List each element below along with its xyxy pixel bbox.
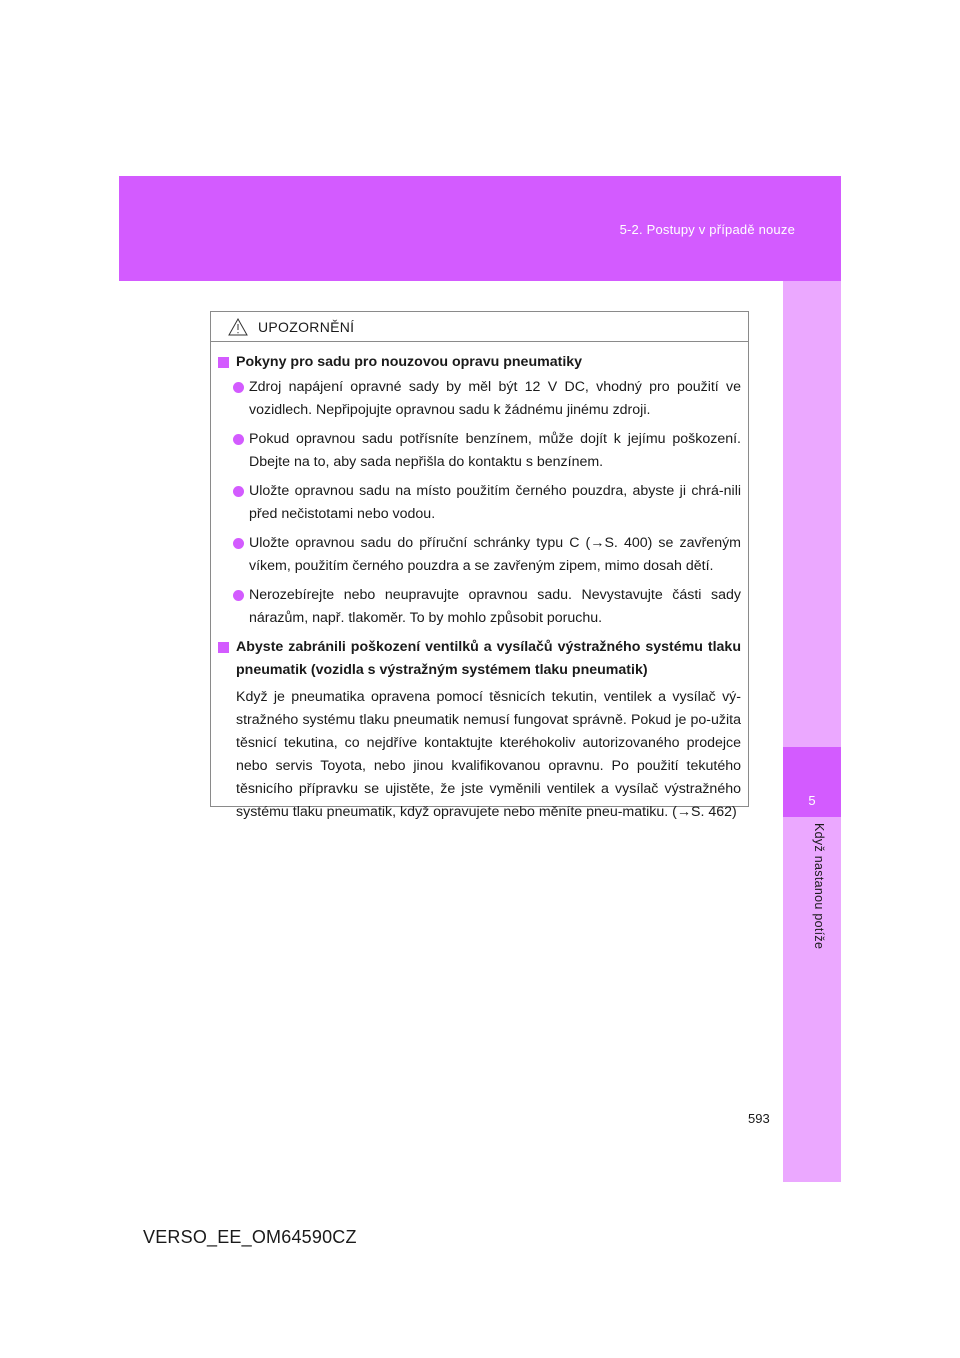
- round-bullet-icon: [233, 538, 244, 549]
- list-item: Zdroj napájení opravné sady by měl být 12 V DC, vhodný pro použití ve vozidlech. Nepřipojujte opravnou sadu k žádnému jinému zdroji.: [217, 376, 741, 422]
- caution-title: UPOZORNĚNÍ: [258, 318, 355, 335]
- document-code: VERSO_EE_OM64590CZ: [143, 1227, 357, 1247]
- round-bullet-icon: [233, 434, 244, 445]
- caution-body: [211, 342, 748, 824]
- chapter-label: Když nastanou potíže: [812, 823, 826, 950]
- caution-header: [211, 312, 748, 342]
- round-bullet-icon: [233, 590, 244, 601]
- header-band: [119, 176, 841, 281]
- section-heading-repair-kit: Pokyny pro sadu pro nouzovou opravu pneumatiky: [217, 351, 741, 374]
- tpws-paragraph: Když je pneumatika opravena pomocí těsnicích tekutin, ventilek a vysílač vý-stražného systému tlaku pneumatik nemusí fungovat správně. Pokud je po-užita těsnicí tekutina, co nejdříve kontaktujte kteréhokoliv autorizovaného prodejce nebo servis Toyota, nebo jinou kvalifikovanou opravnu. Po použití tekutého těsnicího přípravku se ujistěte, že jste vyměnili ventilek a vysílač výstražného systému tlaku pneumatik, když opravujete nebo měníte pneu-matiku. (→S. 462): [236, 689, 741, 820]
- caution-box: [210, 311, 749, 820]
- list-item: Uložte opravnou sadu do příruční schránky typu C (→S. 400) se zavřeným víkem, použitím černého pouzdra a se zavřeným zipem, mimo dosah dětí.: [217, 532, 741, 578]
- warning-triangle-icon: [228, 318, 248, 336]
- page-number: 593: [748, 1111, 770, 1126]
- list-item: Nerozebírejte nebo neupravujte opravnou sadu. Nevystavujte části sady nárazům, např. tlakoměr. To by mohlo způsobit poruchu.: [217, 584, 741, 630]
- round-bullet-icon: [233, 382, 244, 393]
- chapter-number: 5: [808, 793, 816, 808]
- square-bullet-icon: [218, 642, 229, 653]
- square-bullet-icon: [218, 357, 229, 368]
- chapter-side-tab: [783, 281, 841, 1182]
- section-heading-tpws: Abyste zabránili poškození ventilků a vysílačů výstražného systému tlaku pneumatik (vozidla s výstražným systémem tlaku pneumatik): [217, 636, 741, 682]
- list-item: Pokud opravnou sadu potřísníte benzínem, může dojít k jejímu poškození. Dbejte na to, aby sada nepřišla do kontaktu s benzínem.: [217, 428, 741, 474]
- round-bullet-icon: [233, 486, 244, 497]
- list-item: Uložte opravnou sadu na místo použitím černého pouzdra, abyste ji chrá-nili před nečistotami nebo vodou.: [217, 480, 741, 526]
- section-title: 5-2. Postupy v případě nouze: [619, 222, 795, 237]
